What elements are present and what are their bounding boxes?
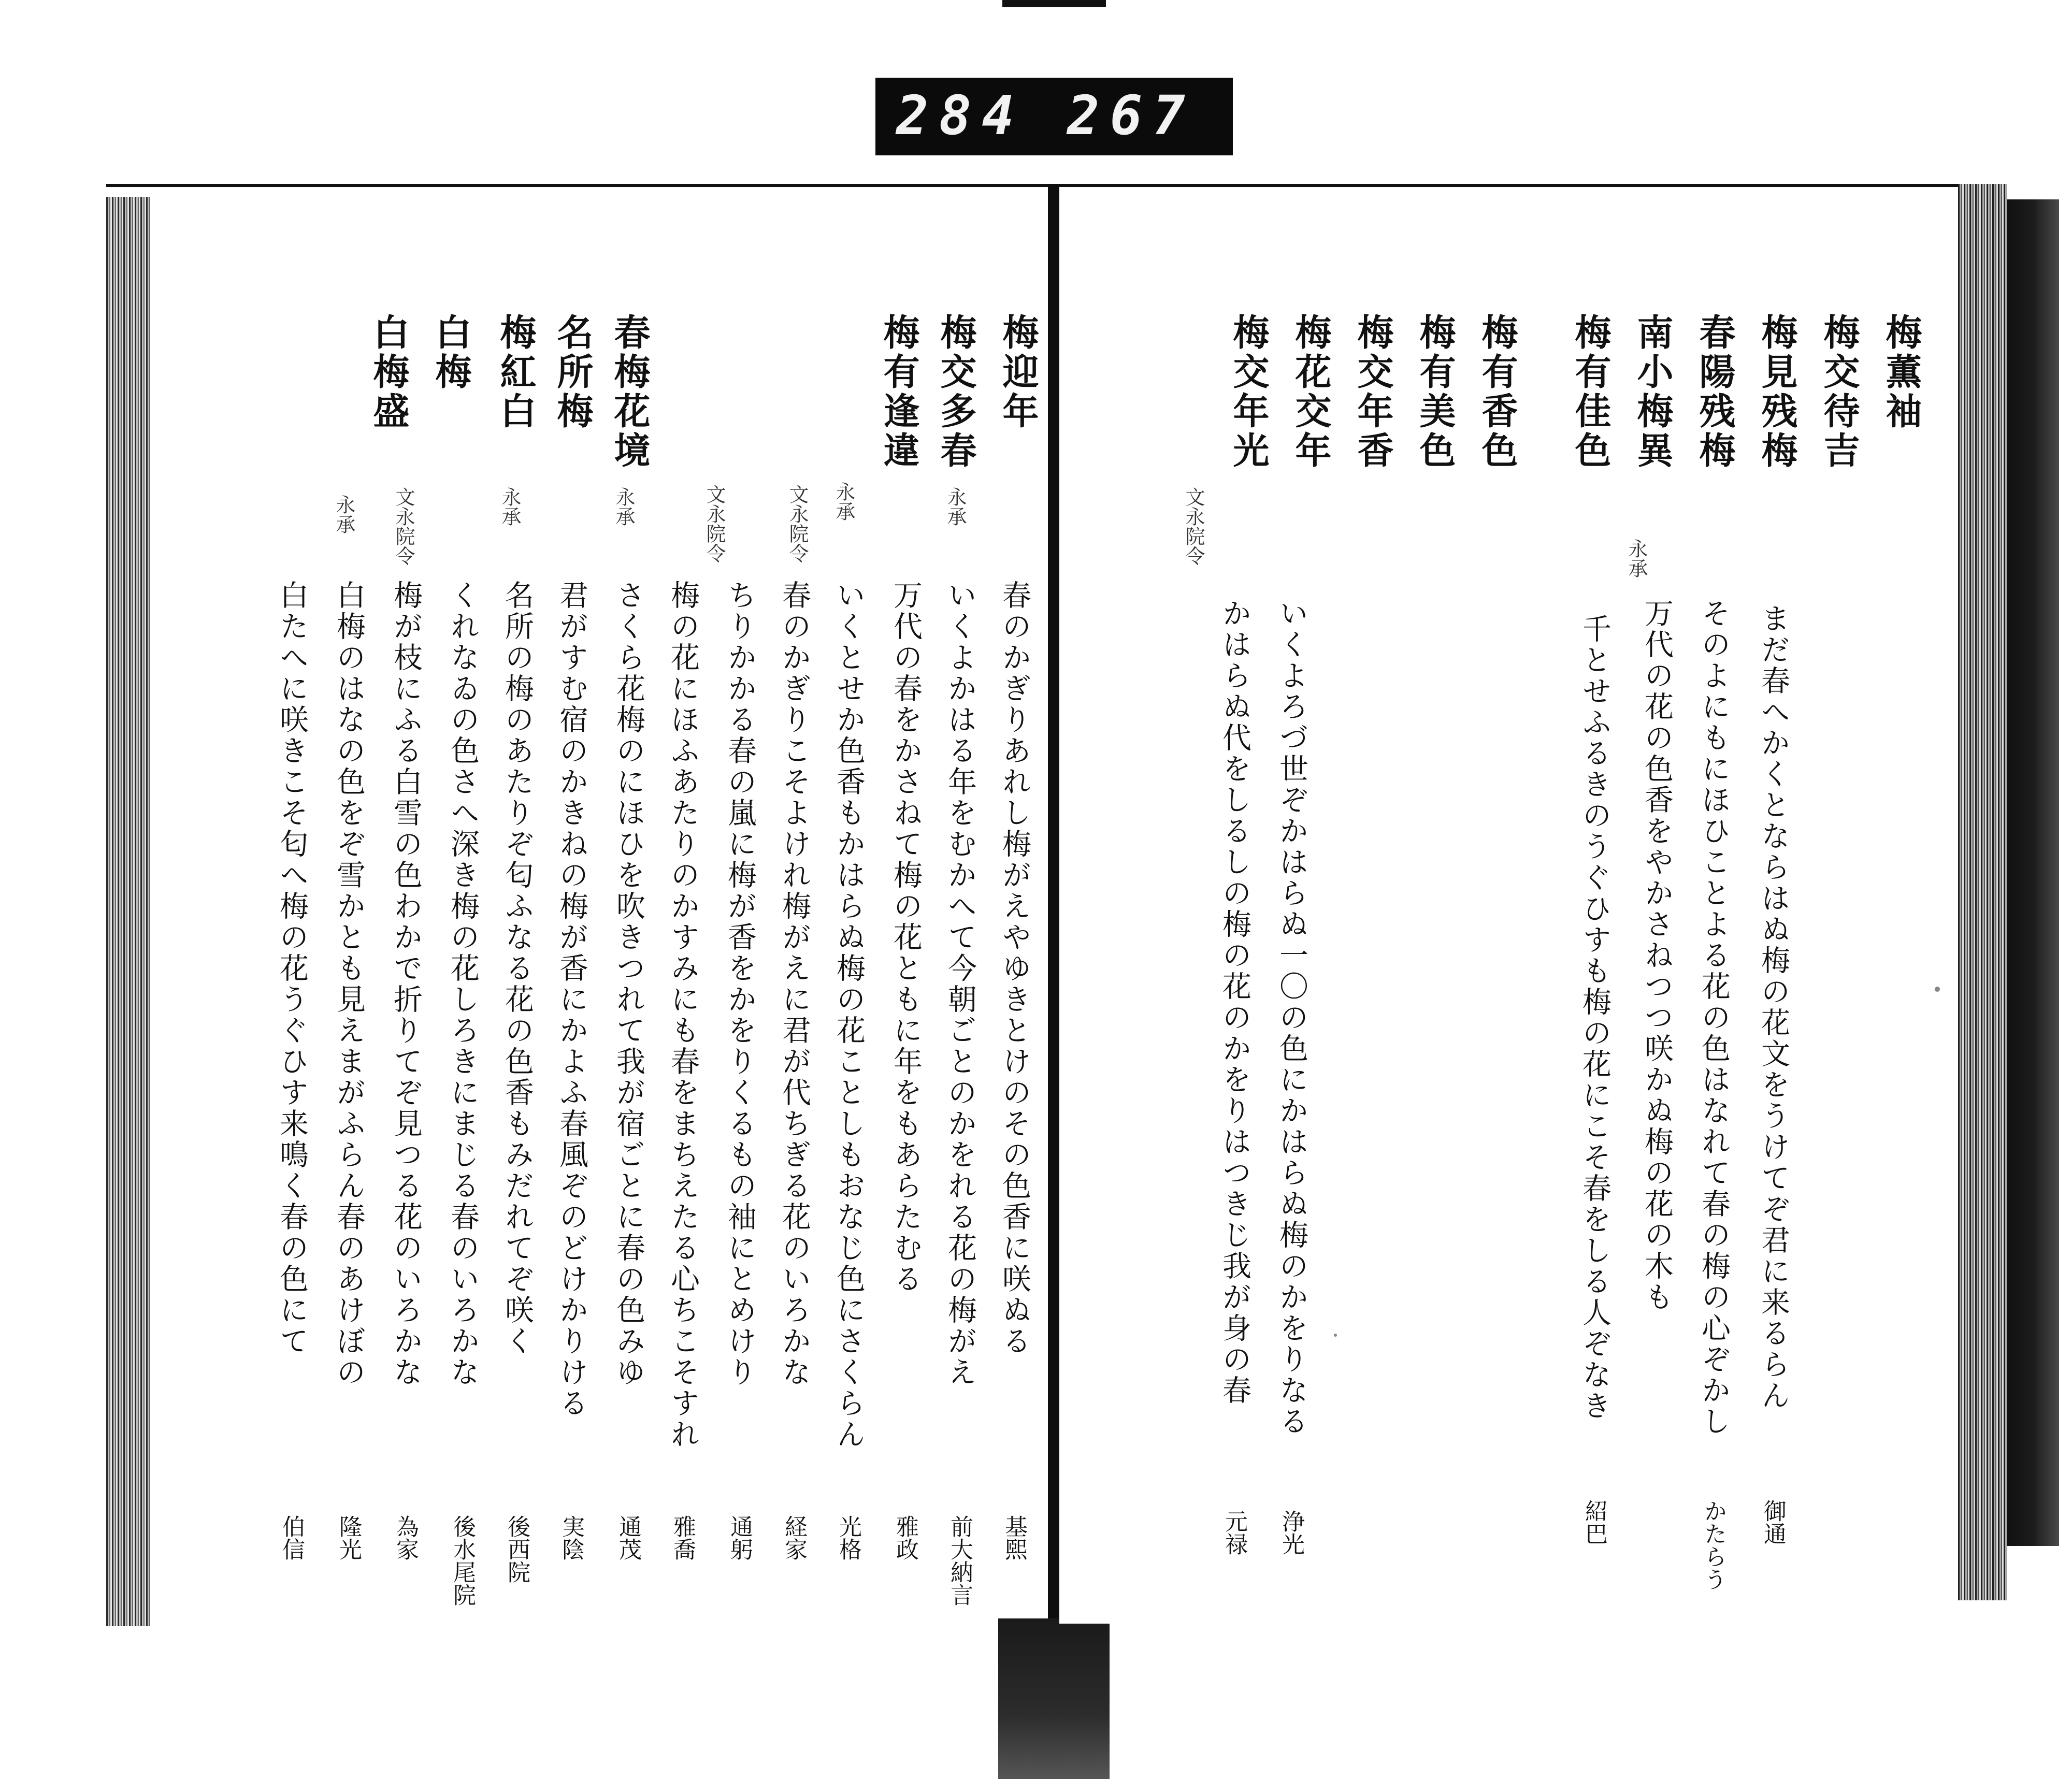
clip-mark bbox=[1002, 0, 1106, 7]
title-7: 白梅 bbox=[429, 313, 472, 392]
poem-3: 万代の春をかさねて梅の花ともに年をもあらたむる bbox=[889, 580, 923, 1295]
left-page-edges bbox=[106, 197, 150, 1626]
title-6: 梅紅白 bbox=[494, 313, 537, 431]
poet-12: 為家 bbox=[392, 1515, 419, 1560]
poet-1: 御通 bbox=[1760, 1499, 1786, 1545]
title-1: 梅薫袖 bbox=[1880, 313, 1923, 431]
title-9: 梅交年香 bbox=[1351, 313, 1394, 471]
right-page-edges bbox=[1958, 184, 2007, 1600]
book-spine bbox=[1048, 184, 1059, 1618]
title-5: 南小梅異 bbox=[1631, 313, 1674, 471]
title-3: 梅見残梅 bbox=[1756, 313, 1798, 471]
poet-1: 基煕 bbox=[1001, 1515, 1027, 1560]
poet-3: 雅政 bbox=[892, 1515, 918, 1560]
source-5: 永承 bbox=[612, 487, 635, 526]
poem-4: いくとせか色香もかはらぬ梅の花ことしもおなじ色にさくらん bbox=[832, 580, 866, 1450]
source-4: 文永院令 bbox=[703, 484, 726, 563]
source-8: 永承 bbox=[333, 495, 355, 534]
title-2: 梅交多春 bbox=[934, 313, 977, 471]
poem-14: 白たへに咲きこそ匂へ梅の花うぐひす来鳴く春の色にて bbox=[275, 580, 309, 1357]
page-number-plate bbox=[875, 78, 1233, 155]
title-7: 梅有香色 bbox=[1476, 313, 1519, 471]
ink-speck bbox=[1334, 1334, 1337, 1337]
poet-6: 通躬 bbox=[726, 1515, 753, 1560]
poem-1: 春のかぎりあれし梅がえやゆきとけのその色香に咲ぬる bbox=[998, 580, 1031, 1357]
title-3: 梅有逢違 bbox=[877, 313, 920, 471]
title-1: 梅迎年 bbox=[997, 313, 1040, 431]
right-binding-shadow bbox=[2007, 199, 2059, 1546]
title-4: 春陽残梅 bbox=[1693, 313, 1736, 471]
title-6: 梅有佳色 bbox=[1569, 313, 1612, 471]
poet-10: 後西院 bbox=[503, 1515, 530, 1583]
poem-8: さくら花梅のにほひを吹きつれて我が宿ごとに春の色みゆ bbox=[612, 580, 645, 1388]
poem-13: 白梅のはなの色をぞ雪かとも見えまがふらん春のあけぼの bbox=[332, 580, 366, 1388]
poem-7: 梅の花にほふあたりのかすみにも春をまちえたる心ちこそすれ bbox=[666, 580, 700, 1450]
poet-6: 元禄 bbox=[1221, 1510, 1247, 1555]
poem-11: くれなゐの色さへ深き梅の花しろきにまじる春のいろかな bbox=[446, 580, 480, 1388]
poet-11: 後水尾院 bbox=[449, 1515, 476, 1606]
poem-10: 名所の梅のあたりぞ匂ふなる花の色香もみだれてぞ咲く bbox=[500, 580, 534, 1357]
poem-12: 梅が枝にふる白雪の色わかで折りてぞ見つる花のいろかな bbox=[389, 580, 423, 1388]
source-1: 永承 bbox=[1625, 539, 1648, 578]
spine-foot-shadow bbox=[998, 1618, 1110, 1779]
poet-13: 隆光 bbox=[335, 1515, 362, 1560]
title-2: 梅交待吉 bbox=[1818, 313, 1861, 471]
poem-2: そのよにもにほひことよる花の色はなれて春の梅の心ぞかし bbox=[1697, 598, 1731, 1437]
right-page bbox=[1059, 194, 1958, 1624]
poet-2: かたらう bbox=[1700, 1499, 1726, 1590]
poet-5: 浄光 bbox=[1278, 1510, 1304, 1555]
poet-4: 紹巴 bbox=[1581, 1499, 1607, 1545]
poem-9: 君がすむ宿のかきねの梅が香にかよふ春風ぞのどけかりける bbox=[555, 580, 588, 1419]
poet-14: 伯信 bbox=[278, 1515, 305, 1560]
poem-5: 春のかぎりこそよけれ梅がえに君が代ちぎる花のいろかな bbox=[778, 580, 811, 1388]
poet-4: 光格 bbox=[835, 1515, 861, 1560]
poem-2: いくよかはる年をむかへて今朝ごとのかをれる花の梅がえ bbox=[943, 580, 977, 1388]
poem-5: いくよろづ世ぞかはらぬ一〇の色にかはらぬ梅のかをりなる bbox=[1275, 598, 1308, 1437]
poem-4: 千とせふるきのうぐひすも梅の花にこそ春をしる人ぞなき bbox=[1578, 614, 1611, 1422]
book-spread bbox=[106, 184, 2059, 1629]
poet-2: 前大納言 bbox=[946, 1515, 973, 1606]
title-8: 白梅盛 bbox=[367, 313, 410, 431]
source-6: 永承 bbox=[498, 487, 521, 526]
title-5: 名所梅 bbox=[551, 313, 594, 431]
poem-6: ちりかかる春の嵐に梅が香をかをりくるもの袖にとめけり bbox=[723, 580, 757, 1388]
poem-6: かはらぬ代をしるしの梅の花のかをりはつきじ我が身の春 bbox=[1218, 598, 1251, 1406]
poem-3: 万代の花の色香をやかさねつつ咲かぬ梅の花の木も bbox=[1640, 598, 1674, 1313]
ink-speck bbox=[1935, 987, 1940, 992]
poet-8: 通茂 bbox=[615, 1515, 641, 1560]
source-1: 永承 bbox=[944, 487, 967, 526]
source-7: 文永院令 bbox=[392, 487, 415, 566]
title-8: 梅有美色 bbox=[1414, 313, 1457, 471]
title-10: 梅花交年 bbox=[1289, 313, 1332, 471]
source-3: 文永院令 bbox=[786, 484, 809, 563]
poet-5: 経家 bbox=[781, 1515, 807, 1560]
poem-1: まだ春へかくとならはぬ梅の花文をうけてぞ君に来るらん bbox=[1757, 603, 1790, 1411]
source-2: 文永院令 bbox=[1182, 487, 1205, 566]
left-page bbox=[150, 194, 1048, 1624]
title-4: 春梅花境 bbox=[608, 313, 651, 471]
title-11: 梅交年光 bbox=[1227, 313, 1270, 471]
poet-7: 雅喬 bbox=[669, 1515, 696, 1560]
plate-number-right: 267 bbox=[1067, 84, 1196, 147]
poet-9: 実陰 bbox=[558, 1515, 584, 1560]
source-2: 永承 bbox=[832, 482, 855, 521]
plate-number-left: 284 bbox=[896, 84, 1025, 147]
